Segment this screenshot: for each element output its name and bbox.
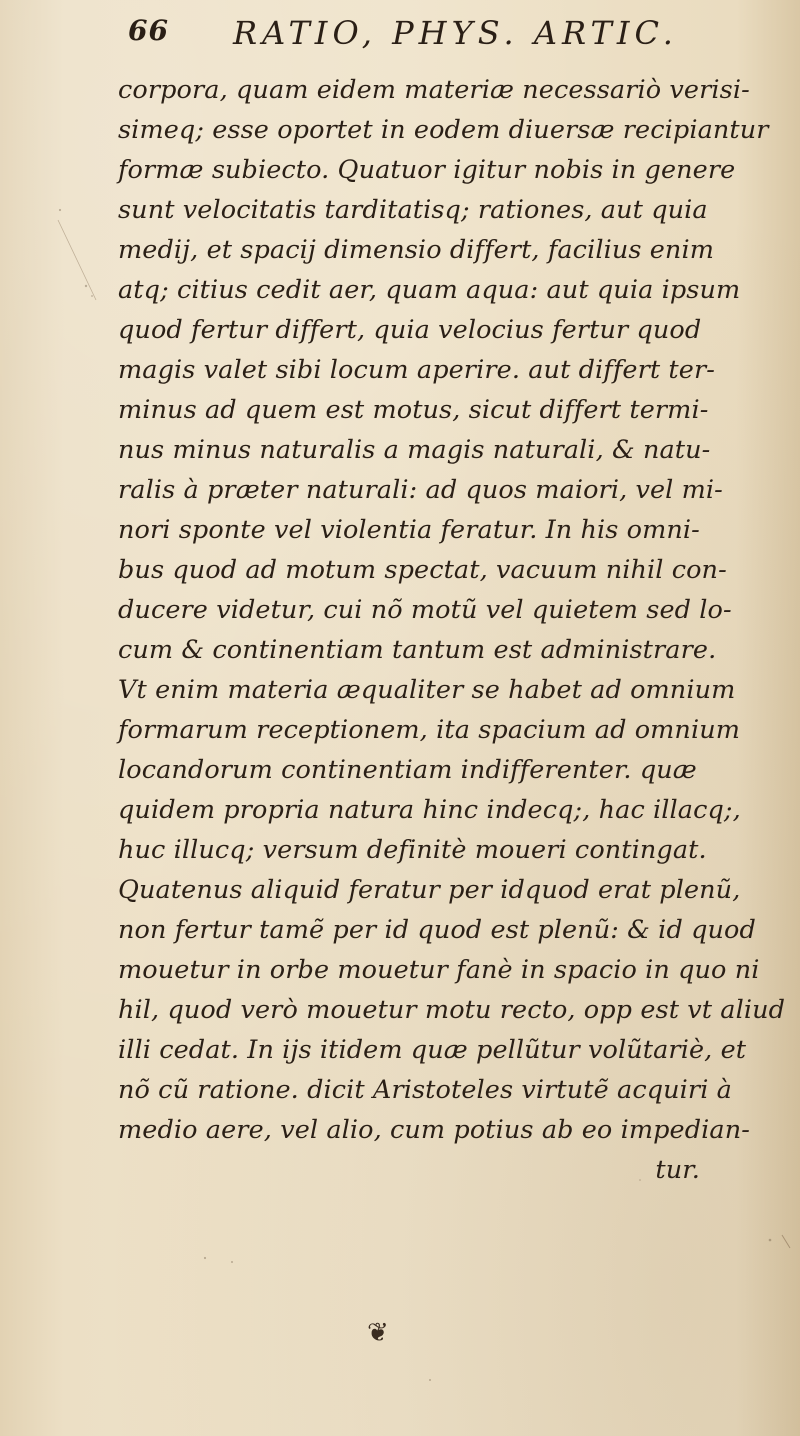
- text-line: medij, et spacij dimensio differt, facilius enim: [118, 235, 714, 265]
- text-line: sunt velocitatis tarditatisq; rationes, aut quia: [118, 195, 708, 225]
- text-line: nus minus naturalis a magis naturali, & natu-: [118, 435, 711, 465]
- text-line: nori sponte vel violentia feratur. In his omni-: [118, 515, 700, 545]
- text-line: huc illucq; versum definitè moueri contingat.: [118, 835, 707, 865]
- page-header: [128, 14, 788, 62]
- body-text: [118, 70, 790, 1190]
- text-line: Quatenus aliquid feratur per idquod erat plenũ,: [118, 875, 741, 905]
- running-head: RATIO, PHYS. ARTIC.: [233, 14, 678, 52]
- text-line: mouetur in orbe mouetur fanè in spacio in quo ni: [118, 955, 760, 985]
- text-line: ralis à præter naturali: ad quos maiori, vel mi-: [118, 475, 723, 505]
- text-line: non fertur tamẽ per id quod est plenũ: & id quod: [118, 915, 756, 945]
- text-line: formarum receptionem, ita spacium ad omnium: [118, 715, 741, 745]
- text-line-final: tur.: [655, 1155, 700, 1185]
- text-line: Vt enim materia æqualiter se habet ad omnium: [118, 675, 736, 705]
- text-line: atq; citius cedit aer, quam aqua: aut quia ipsum: [118, 275, 741, 305]
- text-line: hil, quod verò mouetur motu recto, opp est vt aliud: [118, 995, 786, 1025]
- printer-ornament-icon: ❦: [367, 1318, 389, 1348]
- text-line: ducere videtur, cui nõ motũ vel quietem sed lo-: [118, 595, 732, 625]
- text-line: formæ subiecto. Quatuor igitur nobis in genere: [118, 155, 736, 185]
- text-line: cum & continentiam tantum est administrare.: [118, 635, 717, 665]
- text-line: quidem propria natura hinc indecq;, hac illacq;,: [118, 795, 741, 825]
- text-line: minus ad quem est motus, sicut differt termi-: [118, 395, 709, 425]
- text-line: nõ cũ ratione. dicit Aristoteles virtutẽ acquiri à: [118, 1075, 732, 1105]
- text-line: medio aere, vel alio, cum potius ab eo impedian-: [118, 1115, 750, 1145]
- text-line: illi cedat. In ijs itidem quæ pellũtur volũtariè, et: [118, 1035, 747, 1065]
- text-line: magis valet sibi locum aperire. aut differt ter-: [118, 355, 715, 385]
- text-line: corpora, quam eidem materiæ necessariò verisi-: [118, 75, 750, 105]
- text-line: quod fertur differt, quia velocius fertur quod: [118, 315, 702, 345]
- text-line: locandorum continentiam indifferenter. quæ: [118, 755, 697, 785]
- page-number: 66: [128, 14, 169, 47]
- text-line: simeq; esse oportet in eodem diuersæ recipiantur: [118, 115, 769, 145]
- text-line: bus quod ad motum spectat, vacuum nihil con-: [118, 555, 727, 585]
